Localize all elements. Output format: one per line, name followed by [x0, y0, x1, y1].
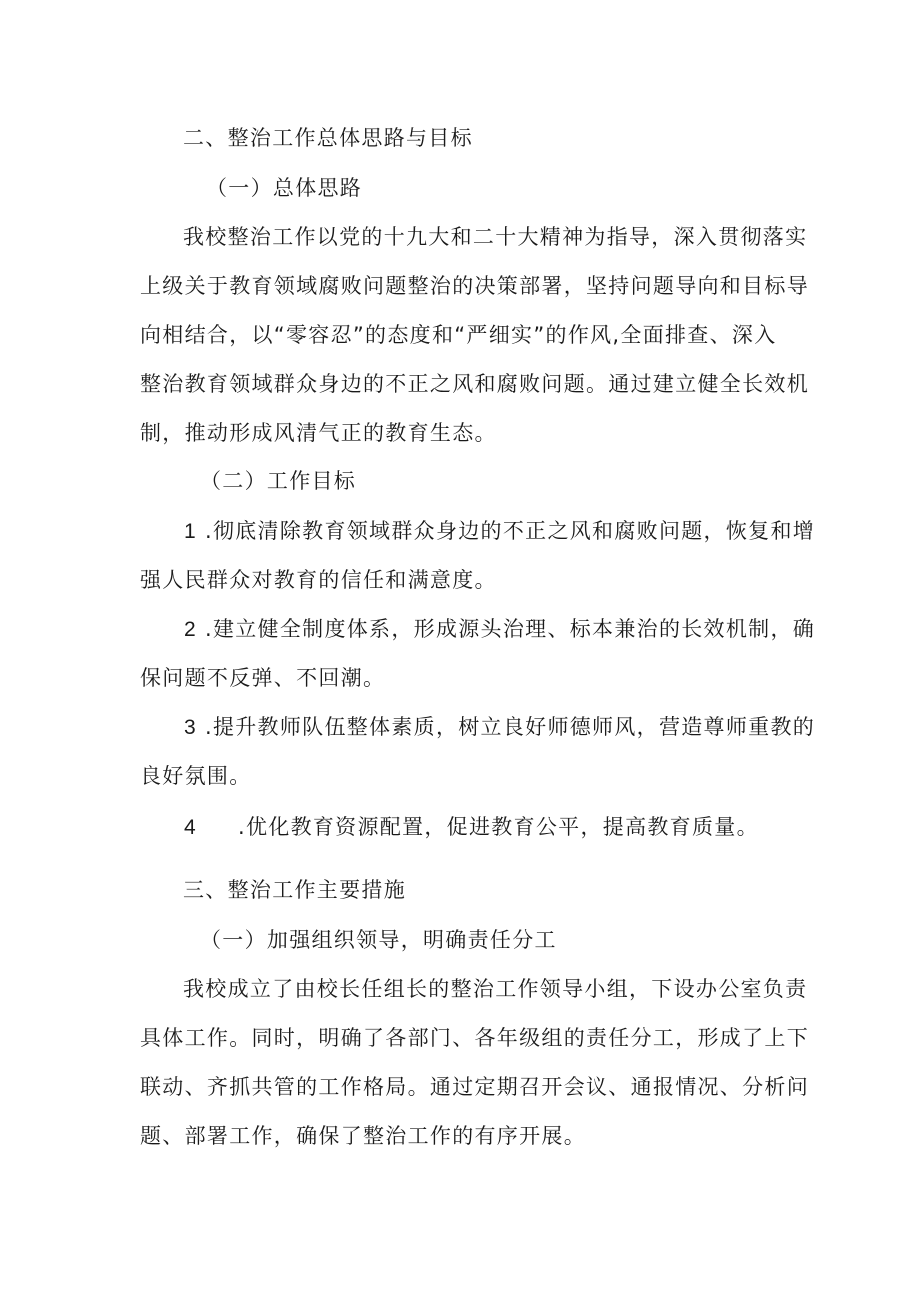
goal-number: 3	[184, 716, 197, 739]
paragraph-line: 向相结合，以“零容忍”的态度和“严细实”的作风,全面排查、深入	[140, 323, 777, 347]
paragraph-line: 上级关于教育领域腐败问题整治的决策部署，坚持问题导向和目标导	[140, 274, 809, 298]
paragraph-line: 我校整治工作以党的十九大和二十大精神为指导，深入贯彻落实	[183, 225, 808, 249]
goal-text: .提升教师队伍整体素质，树立良好师德师风，营造尊师重教的	[204, 715, 816, 739]
goal-number: 2	[184, 618, 197, 641]
goal-text: .建立健全制度体系，形成源头治理、标本兼治的长效机制，确	[204, 617, 816, 641]
subsection-title: （二）工作目标	[200, 469, 357, 493]
goal-number	[184, 813, 197, 842]
goal-number: 1	[184, 520, 197, 543]
goal-item	[184, 713, 815, 742]
paragraph-line: 联动、齐抓共管的工作格局。通过定期召开会议、通报情况、分析问	[140, 1075, 809, 1099]
goal-number-text: 4	[184, 816, 197, 839]
goal-item	[184, 517, 815, 546]
section-heading: 二、整治工作总体思路与目标	[183, 126, 473, 150]
goal-item	[184, 615, 815, 644]
paragraph-line: 整治教育领域群众身边的不正之风和腐败问题。通过建立健全长效机	[140, 372, 809, 396]
paragraph-line: 我校成立了由校长任组长的整治工作领导小组，下设办公室负责	[183, 977, 808, 1001]
goal-text: 良好氛围。	[140, 764, 252, 788]
goal-text: .彻底清除教育领域群众身边的不正之风和腐败问题，恢复和增	[204, 519, 816, 543]
paragraph-line: 制，推动形成风清气正的教育生态。	[140, 421, 497, 445]
goal-text: 强人民群众对教育的信任和满意度。	[140, 568, 497, 592]
subsection-title: （一）加强组织领导，明确责任分工	[200, 928, 557, 952]
goal-text: 保问题不反弹、不回潮。	[140, 666, 386, 690]
paragraph-line: 具体工作。同时，明确了各部门、各年级组的责任分工，形成了上下	[140, 1026, 809, 1050]
paragraph-line: 题、部署工作，确保了整治工作的有序开展。	[140, 1124, 586, 1148]
section-heading: 三、整治工作主要措施	[183, 878, 406, 902]
subsection-title: （一）总体思路	[206, 176, 363, 200]
goal-text: .优化教育资源配置，促进教育公平，提高教育质量。	[238, 815, 759, 839]
